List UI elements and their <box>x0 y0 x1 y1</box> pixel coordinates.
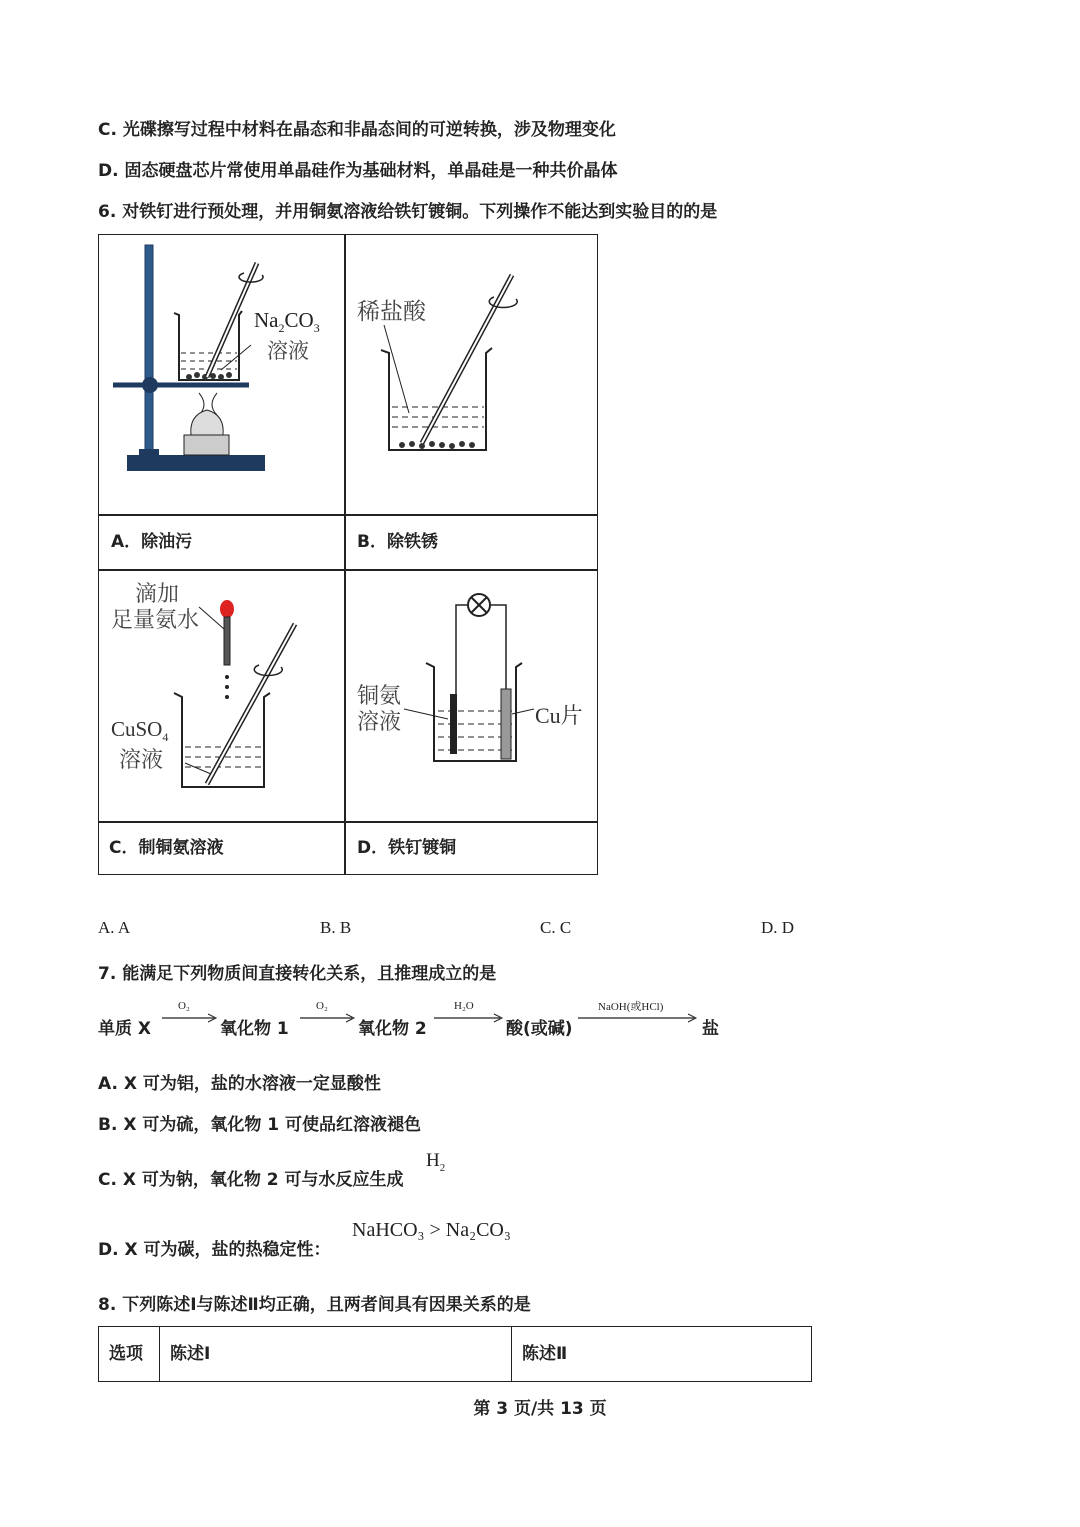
flow-element-x: 单质 X <box>98 1019 152 1039</box>
arrow-1 <box>160 1000 220 1030</box>
col-option: 选项 <box>99 1327 160 1381</box>
label-dilute-hcl: 稀盐酸 <box>357 299 426 325</box>
label-cu-plate: Cu片 <box>535 703 583 728</box>
answer-d: D. D <box>761 918 795 937</box>
flow-oxide-1: 氧化物 1 <box>220 1019 289 1039</box>
label-solution-d: 溶液 <box>357 710 402 735</box>
reagent-2: O₂ <box>316 1000 328 1012</box>
col-statement-2: 陈述Ⅱ <box>522 1344 568 1364</box>
q7-option-a: A. X 可为铝，盐的水溶液一定显酸性 <box>98 1074 381 1094</box>
formula-stability: NaHCO₃ > Na₂CO₃ <box>352 1219 511 1241</box>
q7-option-b: B. X 可为硫，氧化物 1 可使品红溶液褪色 <box>98 1115 422 1135</box>
label-na2co3: $Na_2CO_3$ <box>254 308 320 336</box>
formula-h2: $H_2$ <box>426 1150 446 1174</box>
caption-c: C．制铜氨溶液 <box>109 838 224 858</box>
label-solution-a: 溶液 <box>267 339 309 363</box>
q7-option-c: C. X 可为钠，氧化物 2 可与水反应生成 <box>98 1170 404 1190</box>
caption-d: D．铁钉镀铜 <box>357 838 457 858</box>
caption-b: B．除铁锈 <box>357 532 438 552</box>
label-excess-ammonia: 足量氨水 <box>111 608 200 633</box>
reagent-1: O₂ <box>178 1000 190 1012</box>
answer-a: A. A <box>98 918 131 937</box>
label-cuso4: CuSO$_4$ <box>111 717 169 745</box>
experiment-table <box>98 234 598 875</box>
label-dropwise: 滴加 <box>135 582 180 607</box>
flow-salt: 盐 <box>702 1019 719 1039</box>
label-solution-c: 溶液 <box>119 748 164 773</box>
question-6: 6. 对铁钉进行预处理，并用铜氨溶液给铁钉镀铜。下列操作不能达到实验目的的是 <box>98 202 718 222</box>
q7-option-d: D. X 可为碳，盐的热稳定性： <box>98 1240 331 1260</box>
reagent-4: NaOH(或HCl) <box>598 1001 664 1013</box>
option-c-q5: C. 光碟擦写过程中材料在晶态和非晶态间的可逆转换，涉及物理变化 <box>98 120 616 140</box>
answer-c: C. C <box>540 918 572 937</box>
question-8: 8. 下列陈述Ⅰ与陈述Ⅱ均正确，且两者间具有因果关系的是 <box>98 1295 531 1315</box>
answer-b: B. B <box>320 918 352 937</box>
conversion-flow <box>98 1000 738 1040</box>
apparatus-a-heating <box>99 235 344 514</box>
page-footer: 第 3 页/共 13 页 <box>473 1399 607 1419</box>
apparatus-b-acid <box>344 235 599 514</box>
col-statement-1: 陈述Ⅰ <box>160 1327 512 1381</box>
arrow-2 <box>298 1000 358 1030</box>
option-d-q5: D. 固态硬盘芯片常使用单晶硅作为基础材料，单晶硅是一种共价晶体 <box>98 161 618 181</box>
question-7: 7. 能满足下列物质间直接转化关系，且推理成立的是 <box>98 964 497 984</box>
label-copper-ammonia: 铜氨 <box>357 684 402 709</box>
flow-oxide-2: 氧化物 2 <box>358 1019 427 1039</box>
reagent-3: H₂O <box>454 1000 474 1012</box>
caption-a: A．除油污 <box>111 532 193 552</box>
flow-acid-base: 酸(或碱) <box>506 1019 573 1039</box>
statement-table <box>98 1326 812 1382</box>
